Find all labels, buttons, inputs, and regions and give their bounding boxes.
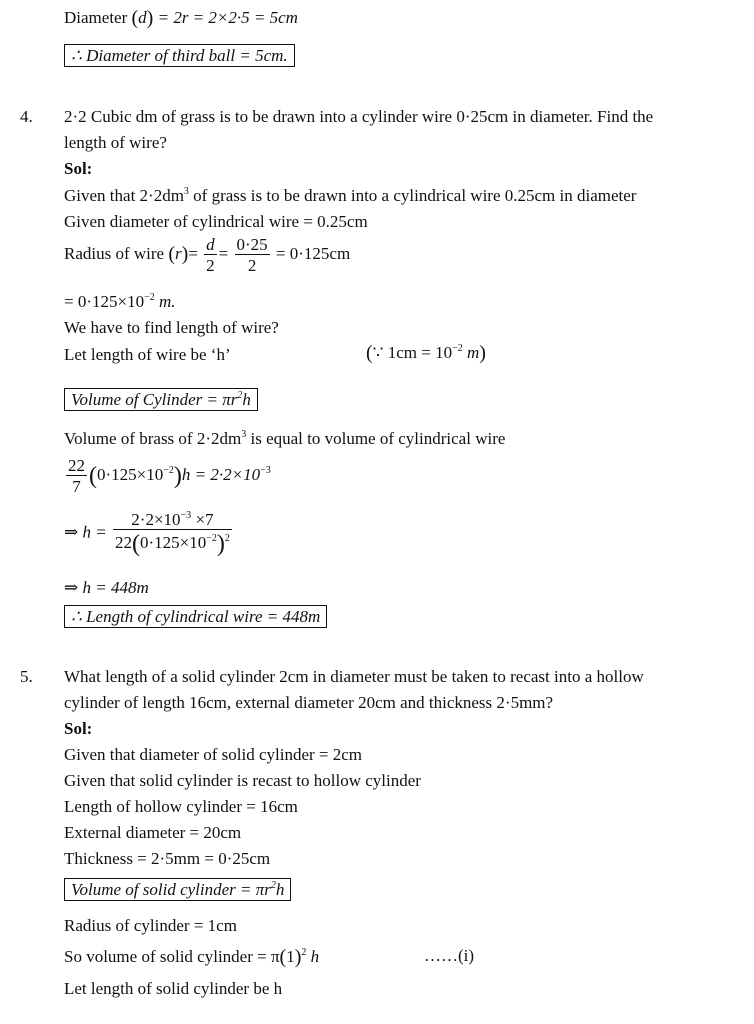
q4-eq1: $\frac{22}{7}$ $(0\cdot 125\times 10^{-2})h = 2\cdot 2\times 10^{-3}$ <box>68 456 271 496</box>
q4-conv-a: = 0·125×10 <box>64 292 145 311</box>
q5-so-volume-pow: 2 <box>301 947 307 958</box>
q4-h-num <box>113 511 232 530</box>
prev-conclusion: ∴ Diameter of third ball = 5cm. <box>64 44 295 67</box>
q4-h-prefix: ⇒ h = <box>64 522 107 542</box>
diameter-label: Diameter <box>64 8 128 27</box>
q4-h-num-exp: −3 <box>180 510 192 521</box>
q4-h-num-a: 2·2×10 <box>131 510 181 529</box>
q4-conclusion: ∴ Length of cylindrical wire = 448m <box>64 605 327 628</box>
q5-vol-formula-b: h <box>275 880 285 899</box>
q4-eq1-den: 7 <box>72 477 81 496</box>
q4-given1: Given that $2\cdot 2dm^3$ of grass is to be drawn into a cylindrical wire 0.25cm in diameter <box>64 186 637 205</box>
q4-unit-note-a: ∵ 1cm = 10 <box>372 343 453 362</box>
q4-radius-result: = 0·125cm <box>275 243 351 263</box>
q4-h-den: $22(0\cdot 125\times 10^{-2})^2$ <box>114 531 230 557</box>
q4-radius-label: Radius of wire <box>64 243 165 263</box>
q5-vol-formula-a: Volume of solid cylinder = πr <box>71 880 271 899</box>
q4-vol-formula-box <box>64 388 258 411</box>
q4-given1-b: of grass is to be drawn into a cylindrical wire 0.25cm in diameter <box>188 186 637 205</box>
diameter-expr: = 2r = 2×2·5 = 5cm <box>157 8 298 27</box>
q5-so-volume-a: So volume of solid cylinder = π <box>64 947 280 966</box>
q5-so-volume-b: 1 <box>286 947 295 966</box>
q4-brass-line: Volume of brass of $2\cdot 2dm^3$ is equal to volume of cylindrical wire <box>64 429 506 448</box>
q5-given2: Given that solid cylinder is recast to hollow cylinder <box>64 771 421 790</box>
q4-conv-exp: −2 <box>144 292 155 303</box>
q5-question-line2: cylinder of length 16cm, external diameter 20cm and thickness 2·5mm? <box>64 693 554 712</box>
q5-let-length: Let length of solid cylinder be h <box>64 979 283 998</box>
q4-unit-note: (∵ $1cm = 10^{-2}$ m) <box>366 342 486 364</box>
q4-eq1-body-exp: −2 <box>163 464 174 476</box>
q4-question-line1: 2·2 Cubic dm of grass is to be drawn into a cylinder wire 0·25cm in diameter. Find the <box>64 107 654 126</box>
q4-h-frac <box>113 511 232 556</box>
q5-radius: Radius of cylinder = 1cm <box>64 916 237 935</box>
q4-h-expression <box>64 511 234 556</box>
q5-vol-formula: Volume of solid cylinder = $\pi r^2h$ <box>64 878 291 901</box>
q4-number: 4. <box>20 107 33 126</box>
q5-length-hollow: Length of hollow cylinder = 16cm <box>64 797 298 816</box>
q4-conv-b: m. <box>154 292 176 311</box>
q4-brass-b: is equal to volume of cylindrical wire <box>246 429 506 448</box>
q4-eq1-body-exp2: −3 <box>260 464 271 476</box>
q5-given1: Given that diameter of solid cylinder = 2cm <box>64 745 363 764</box>
q4-frac-val-den: 2 <box>247 256 257 275</box>
q4-h-result: ⇒ h = 448m <box>64 578 149 597</box>
q4-conclusion-box <box>64 605 327 628</box>
q4-h-den-a: 22 <box>114 533 132 552</box>
q5-so-volume-c: h <box>306 947 320 966</box>
q5-ext-diameter: External diameter = 20cm <box>64 823 242 842</box>
q4-frac-val <box>235 236 270 274</box>
q4-given1-a: Given that 2·2dm <box>64 186 184 205</box>
q4-eq1-body-a: 0·125×10 <box>97 464 164 484</box>
q5-vol-formula-box <box>64 878 291 901</box>
q4-eq1-body-b: h = 2·2×10 <box>181 464 261 484</box>
q4-h-den-exp: −2 <box>206 533 217 544</box>
q4-given2: Given diameter of cylindrical wire = 0.25cm <box>64 212 368 231</box>
q4-conversion <box>64 293 176 310</box>
q4-frac-d-num: d <box>206 235 215 254</box>
q5-number: 5. <box>20 667 33 686</box>
q4-unit-note-exp: −2 <box>452 343 463 354</box>
q4-find-length: We have to find length of wire? <box>64 318 279 337</box>
q4-frac-val-num: 0·25 <box>236 235 268 254</box>
diameter-line: Diameter (d) = 2r = 2×2·5 = 5cm <box>64 7 298 29</box>
q4-sol-label: Sol: <box>64 159 93 178</box>
q4-vol-formula-a: Volume of Cylinder = πr <box>71 390 238 409</box>
q5-sol-label: Sol: <box>64 719 93 738</box>
q5-eq-tag: ……(i) <box>424 946 475 965</box>
q5-thickness: Thickness = 2·5mm = 0·25cm <box>64 849 271 868</box>
q4-h-den-pow: 2 <box>224 533 230 544</box>
q4-question-line2: length of wire? <box>64 133 167 152</box>
q4-vol-formula: Volume of Cylinder = $\pi r^2h$ <box>64 388 258 411</box>
q4-h-den-b: 0·125×10 <box>139 533 207 552</box>
q5-question-line1: What length of a solid cylinder 2cm in diameter must be taken to recast into a hollow <box>64 667 644 686</box>
q4-frac-d-den: 2 <box>206 256 215 275</box>
q4-h-num-b: ×7 <box>191 510 214 529</box>
q4-frac-d <box>204 236 217 274</box>
prev-conclusion-box <box>64 44 295 67</box>
q4-brass-a: Volume of brass of 2·2dm <box>64 429 242 448</box>
q4-radius-var: r <box>175 243 182 263</box>
q4-eq1-frac <box>66 457 87 495</box>
q5-so-volume: So volume of solid cylinder = $\pi(1)^2$ h <box>64 946 320 968</box>
q4-unit-note-b: m <box>462 343 480 362</box>
q4-let-length: Let length of wire be ‘h’ <box>64 345 231 364</box>
q4-eq1-num: 22 <box>68 456 85 475</box>
diameter-var: d <box>138 8 147 27</box>
q4-radius-line: Radius of wire (r)= $\frac{d}{2}$ = $\frac{0\cdot 25}{2}$ = 0·125cm <box>64 235 351 275</box>
q4-vol-formula-b: h <box>242 390 251 409</box>
